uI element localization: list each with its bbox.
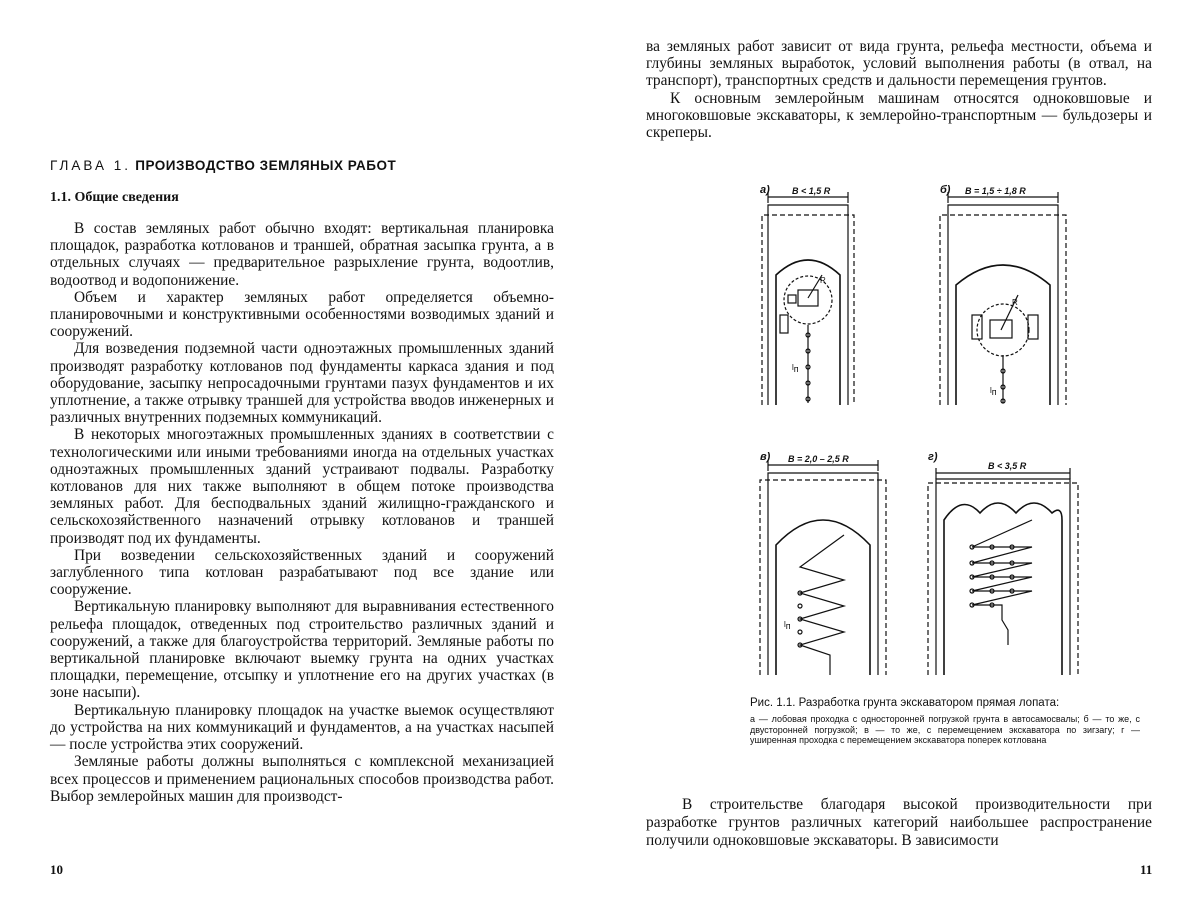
panel-b-label: б) — [940, 184, 951, 196]
paragraph: Земляные работы должны выполняться с комплексной механизацией всех процессов и применением рациональных способов производства работ. Выбор землеройных машин для производст- — [50, 753, 554, 805]
step-label: lп — [792, 363, 799, 374]
step-label: lп — [990, 386, 997, 397]
paragraph: При возведении сельскохозяйственных зданий и сооружений заглубленного типа котлован разрабатывают под все здание или сооружение. — [50, 546, 554, 599]
left-body-text — [50, 220, 554, 805]
paragraph: Объем и характер земляных работ определяется объемно-планировочными и конструктивными особенностями возводимых зданий и сооружений. — [50, 288, 554, 341]
chapter-label: ГЛАВА 1. — [50, 158, 131, 173]
panel-a-label: а) — [760, 184, 770, 196]
radius-label: R — [820, 276, 826, 285]
chapter-heading — [50, 158, 396, 173]
figure-panel-c — [760, 451, 886, 675]
chapter-title: ПРОИЗВОДСТВО ЗЕМЛЯНЫХ РАБОТ — [135, 158, 397, 173]
panel-c-label: в) — [760, 451, 771, 463]
panel-b-dim: B = 1,5 ÷ 1,8 R — [965, 186, 1026, 196]
paragraph: В некоторых многоэтажных промышленных зданиях в соответствии с технологическими или иными требованиями иногда на отдельных участках одноэтажных промышленных зданий устраивают подвалы. Разработку котлованов для них также выполняют в общем потоке производства земляных работ. Для бесподвальных зданий жилищно-гражданского и сельскохозяйственного назначений отрывку котлованов и траншей производят под их фундаменты. — [50, 426, 554, 547]
paragraph: Для возведения подземной части одноэтажных промышленных зданий производят разработку котлованов под фундаменты каркаса здания и под оборудование, засыпку непросадочными грунтами пазух фундаментов и их уплотнение, а также отрывку траншей для устройства вводов инженерных и различных внутренних подземных коммуникаций. — [50, 340, 554, 427]
paragraph: В строительстве благодаря высокой производительности при разработке грунтов различных категорий наибольшее распространение получили одноковшовые экскаваторы. В зависимости — [646, 796, 1152, 849]
figure-caption — [750, 696, 1140, 746]
page-number-left: 10 — [50, 862, 63, 877]
figure-panel-b — [940, 184, 1066, 405]
paragraph: Вертикальную планировку площадок на участке выемок осуществляют до устройства на них коммуникаций и фундаментов, а на участках насыпей — после устройства этих сооружений. — [50, 701, 554, 754]
excavation-figure — [740, 175, 1100, 685]
page-number-right: 11 — [1140, 862, 1153, 877]
panel-a-dim: B < 1,5 R — [792, 186, 831, 196]
right-bottom-text — [646, 796, 1152, 850]
figure-panel-a — [760, 184, 854, 405]
right-page — [600, 0, 1200, 914]
panel-d-label: г) — [928, 451, 938, 463]
right-top-text — [646, 38, 1152, 141]
paragraph: К основным землеройным машинам относятся одноковшовые и многоковшовые экскаваторы, к землеройно-транспортным — бульдозеры и скреперы. — [646, 89, 1152, 142]
caption-description: а — лобовая проходка с односторонней погрузкой грунта в автосамосвалы; б — то же, с двусторонней погрузкой; в — то же, с перемещением экскаватора по зигзагу; г — уширенная проходка с перемещением экскаватора поперек котлована — [750, 714, 1140, 745]
paragraph: Вертикальную планировку выполняют для выравнивания естественного рельефа площадок, отведенных под строительство различных зданий и сооружений, а также для благоустройства территорий. Земляные работы по вертикальной планировке включают выемку грунта на одних участках площадки, перемещение, отсыпку и уплотнение его на других участках (в зоне насыпи). — [50, 598, 554, 702]
panel-c-dim: B = 2,0 – 2,5 R — [788, 454, 849, 464]
paragraph: ва земляных работ зависит от вида грунта, рельефа местности, объема и глубины земляных выработок, условий выполнения работы (в отвал, на транспорт), транспортных средств и дальности перемещения грунтов. — [646, 38, 1152, 90]
figure-panel-d — [928, 451, 1078, 675]
radius-label: R — [1012, 298, 1018, 307]
step-label: lп — [784, 620, 791, 631]
section-title: 1.1. Общие сведения — [50, 190, 179, 205]
paragraph: В состав земляных работ обычно входят: вертикальная планировка площадок, разработка котлованов и траншей, обратная засыпка грунта, а в отдельных случаях — предварительное разрыхление грунта, водоотлив, водоотвод и водопонижение. — [50, 220, 554, 289]
caption-title: Рис. 1.1. Разработка грунта экскаватором прямая лопата: — [750, 697, 1060, 709]
panel-d-dim: B < 3,5 R — [988, 461, 1027, 471]
